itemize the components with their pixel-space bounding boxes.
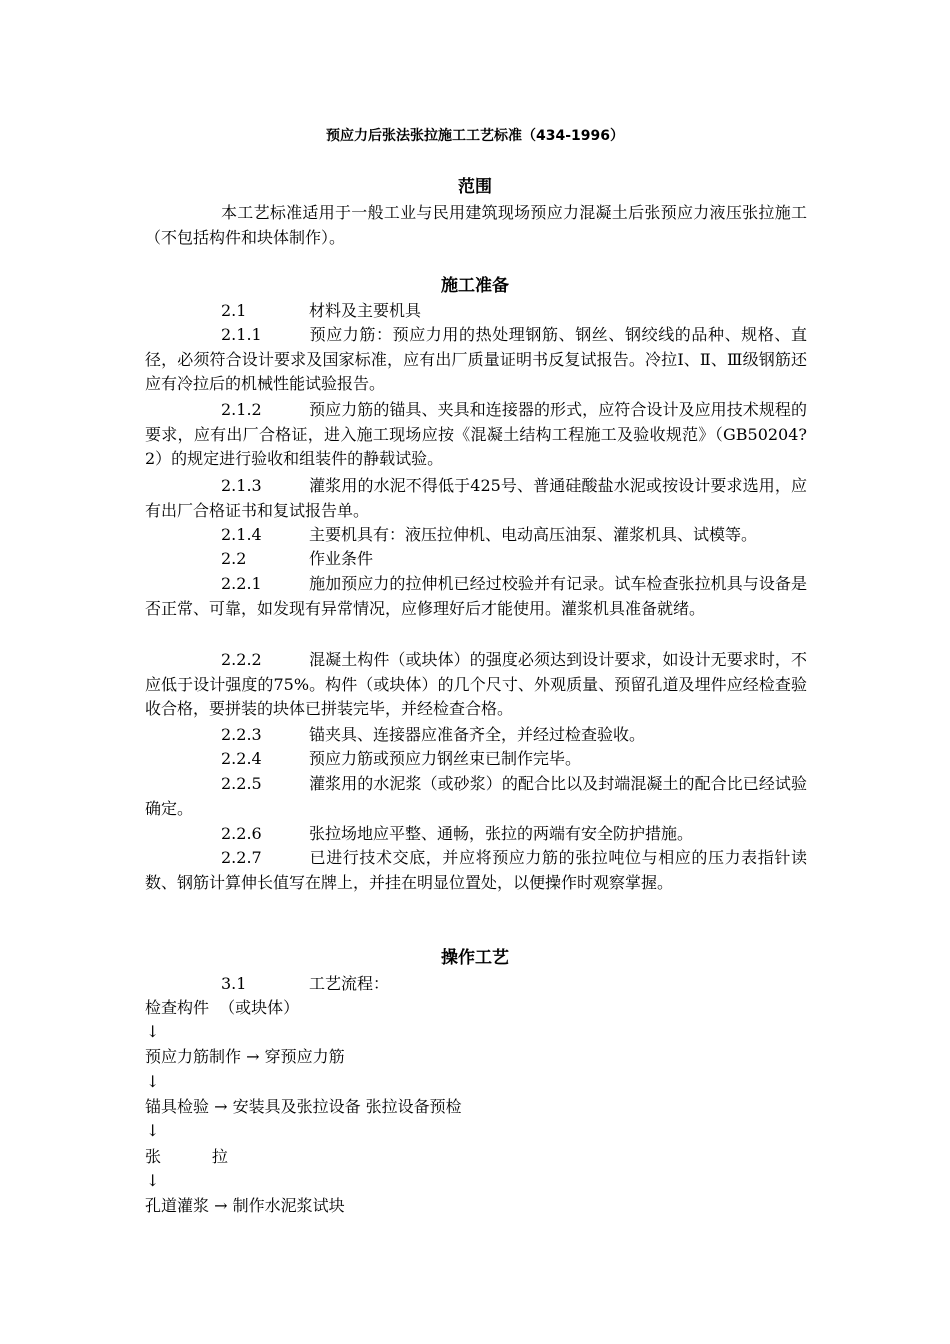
- clause-2-2-3: [145, 723, 807, 748]
- clause-text: 作业条件: [309, 549, 374, 568]
- clause-number: 2.1.2: [221, 400, 262, 419]
- clause-text: 灌浆用的水泥浆（或砂浆）的配合比以及封端混凝土的配合比已经试验确定。: [145, 774, 807, 818]
- clause-3-1: [221, 972, 389, 996]
- clause-number: 2.2.7: [221, 848, 262, 867]
- clause-2-2-2: [145, 648, 807, 722]
- scope-paragraph: 本工艺标准适用于一般工业与民用建筑现场预应力混凝土后张预应力液压张拉施工（不包括构件和块体制作）。: [145, 203, 807, 247]
- section-heading-operation: 操作工艺: [441, 948, 509, 968]
- clause-number: 2.2.3: [221, 725, 262, 744]
- clause-text: 预应力筋的锚具、夹具和连接器的形式，应符合设计及应用技术规程的要求，应有出厂合格证，进入施工现场应按《混凝土结构工程施工及验收规范》（GB50204?2）的规定进行验收和组装件的静载试验。: [145, 400, 807, 468]
- flow-step-tendon-making: 预应力筋制作 → 穿预应力筋: [145, 1047, 345, 1066]
- clause-2-2-1: [145, 572, 807, 621]
- clause-2-2-6: [145, 822, 807, 847]
- clause-2-1-1: [145, 323, 807, 397]
- clause-2-1: [221, 299, 421, 323]
- clause-number: 2.1: [221, 301, 247, 320]
- clause-text: 工艺流程：: [309, 974, 390, 993]
- clause-number: 3.1: [221, 974, 247, 993]
- clause-number: 2.2.5: [221, 774, 262, 793]
- section-heading-preparation: 施工准备: [441, 276, 509, 296]
- section-heading-scope: 范围: [458, 177, 492, 197]
- clause-2-2: [221, 547, 373, 571]
- down-arrow-icon: ↓: [146, 1171, 160, 1190]
- clause-2-2-5: [145, 772, 807, 821]
- clause-number: 2.2.2: [221, 650, 262, 669]
- clause-2-1-3: [145, 474, 807, 523]
- document-title: 预应力后张法张拉施工工艺标准（434-1996）: [326, 128, 624, 144]
- clause-number: 2.1.1: [221, 325, 262, 344]
- clause-text: 灌浆用的水泥不得低于425号、普通硅酸盐水泥或按设计要求选用，应有出厂合格证书和复试报告单。: [145, 476, 807, 520]
- clause-2-2-4: [145, 747, 807, 772]
- clause-2-2-7: [145, 846, 807, 895]
- clause-text: 材料及主要机具: [309, 301, 422, 320]
- clause-text: 主要机具有：液压拉伸机、电动高压油泵、灌浆机具、试模等。: [309, 525, 758, 544]
- clause-number: 2.2.1: [221, 574, 262, 593]
- clause-number: 2.2: [221, 549, 247, 568]
- clause-number: 2.1.3: [221, 476, 262, 495]
- clause-number: 2.2.4: [221, 749, 262, 768]
- clause-text: 锚夹具、连接器应准备齐全，并经过检查验收。: [309, 725, 646, 744]
- clause-number: 2.2.6: [221, 824, 262, 843]
- flow-step-anchor-inspection: 锚具检验 → 安装具及张拉设备 张拉设备预检: [145, 1097, 462, 1116]
- flow-step-duct-grouting: 孔道灌浆 → 制作水泥浆试块: [145, 1196, 345, 1215]
- clause-text: 张拉场地应平整、通畅，张拉的两端有安全防护措施。: [309, 824, 694, 843]
- down-arrow-icon: ↓: [146, 1072, 160, 1091]
- clause-text: 预应力筋或预应力钢丝束已制作完毕。: [309, 749, 582, 768]
- flow-step-tensioning: 张 拉: [145, 1147, 228, 1166]
- clause-text: 混凝土构件（或块体）的强度必须达到设计要求，如设计无要求时，不应低于设计强度的75%。构件（或块体）的几个尺寸、外观质量、预留孔道及埋件应经检查验收合格，要拼装的块体已拼装完毕，并经检查合格。: [145, 650, 807, 718]
- clause-text: 已进行技术交底，并应将预应力筋的张拉吨位与相应的压力表指针读数、钢筋计算伸长值写在牌上，并挂在明显位置处，以便操作时观察掌握。: [145, 848, 807, 892]
- clause-2-1-4: [145, 523, 807, 548]
- clause-2-1-2: [145, 398, 807, 472]
- down-arrow-icon: ↓: [146, 1121, 160, 1140]
- clause-text: 施加预应力的拉伸机已经过校验并有记录。试车检查张拉机具与设备是否正常、可靠，如发现有异常情况，应修理好后才能使用。灌浆机具准备就绪。: [145, 574, 807, 618]
- flow-step-inspect-members: 检查构件 （或块体）: [145, 998, 300, 1017]
- clause-number: 2.1.4: [221, 525, 262, 544]
- clause-text: 预应力筋：预应力用的热处理钢筋、钢丝、钢绞线的品种、规格、直径，必须符合设计要求及国家标准，应有出厂质量证明书反复试报告。冷拉Ⅰ、Ⅱ、Ⅲ级钢筋还应有冷拉后的机械性能试验报告。: [145, 325, 807, 393]
- down-arrow-icon: ↓: [146, 1022, 160, 1041]
